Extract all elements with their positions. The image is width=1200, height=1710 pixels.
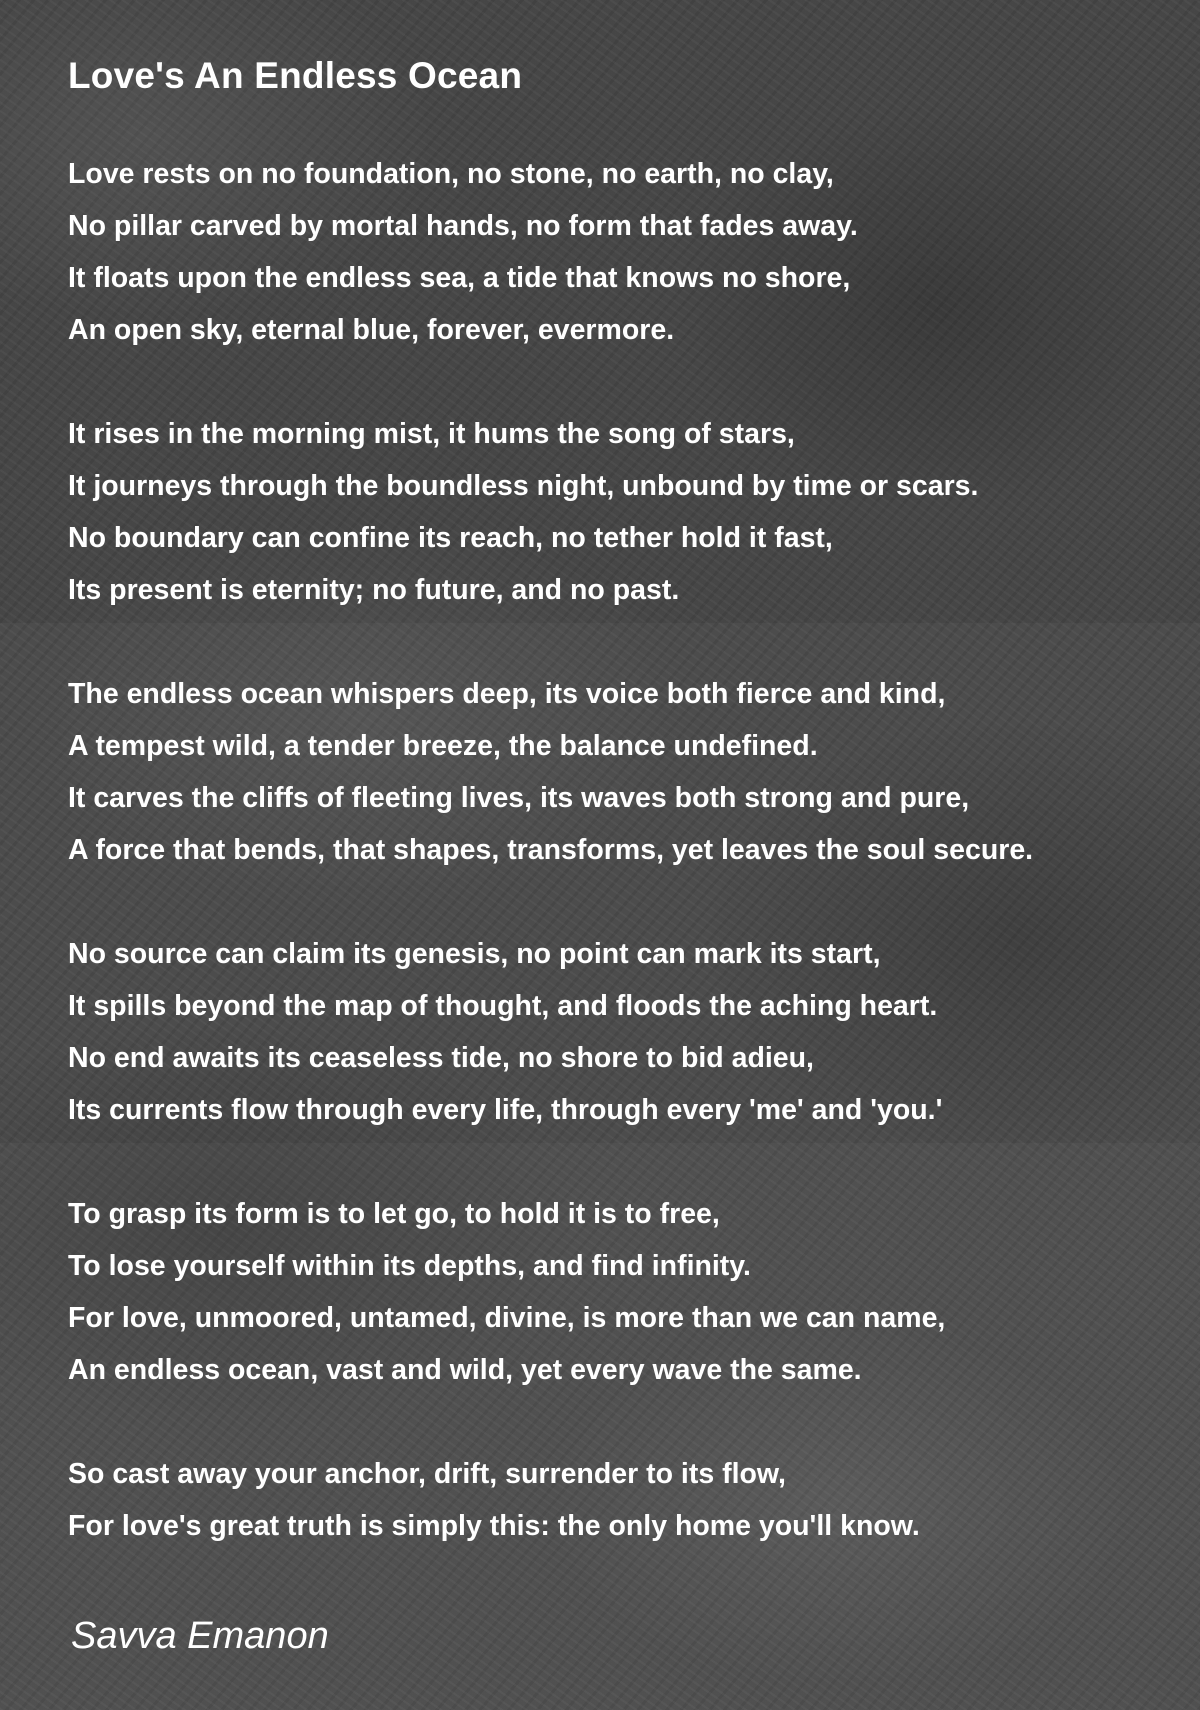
poem-line: To lose yourself within its depths, and find infinity. [68,1250,751,1282]
poem-line: So cast away your anchor, drift, surrender to its flow, [68,1458,786,1490]
poem-line: An endless ocean, vast and wild, yet every wave the same. [68,1354,862,1386]
poem-container [68,52,1178,1552]
poem-line: For love's great truth is simply this: the only home you'll know. [68,1510,920,1542]
stanza [68,928,1178,1136]
stanza [68,1188,1178,1396]
poem-line: It floats upon the endless sea, a tide that knows no shore, [68,262,851,294]
poem-line: To grasp its form is to let go, to hold it is to free, [68,1198,720,1230]
poem-line: It rises in the morning mist, it hums the song of stars, [68,418,795,450]
poem-line: The endless ocean whispers deep, its voice both fierce and kind, [68,678,946,710]
stanza [68,668,1178,876]
stanza [68,148,1178,356]
poem-line: A force that bends, that shapes, transforms, yet leaves the soul secure. [68,834,1034,866]
poem-line: It carves the cliffs of fleeting lives, its waves both strong and pure, [68,782,970,814]
stanza [68,1448,1178,1552]
poem-title: Love's An Endless Ocean [68,55,523,96]
stanza [68,408,1178,616]
poem-line: Love rests on no foundation, no stone, no earth, no clay, [68,158,834,190]
poem-line: Its present is eternity; no future, and no past. [68,574,680,606]
poem-line: Its currents flow through every life, through every 'me' and 'you.' [68,1094,943,1126]
poem-author: Savva Emanon [71,1615,329,1657]
poem-line: No boundary can confine its reach, no tether hold it fast, [68,522,833,554]
poem-line: An open sky, eternal blue, forever, evermore. [68,314,675,346]
poem-line: No end awaits its ceaseless tide, no shore to bid adieu, [68,1042,814,1074]
poem-line: It journeys through the boundless night, unbound by time or scars. [68,470,979,502]
poem-line: No source can claim its genesis, no point can mark its start, [68,938,881,970]
poem-line: It spills beyond the map of thought, and floods the aching heart. [68,990,938,1022]
poem-line: No pillar carved by mortal hands, no form that fades away. [68,210,858,242]
poem-line: A tempest wild, a tender breeze, the balance undefined. [68,730,818,762]
poem-line: For love, unmoored, untamed, divine, is more than we can name, [68,1302,946,1334]
